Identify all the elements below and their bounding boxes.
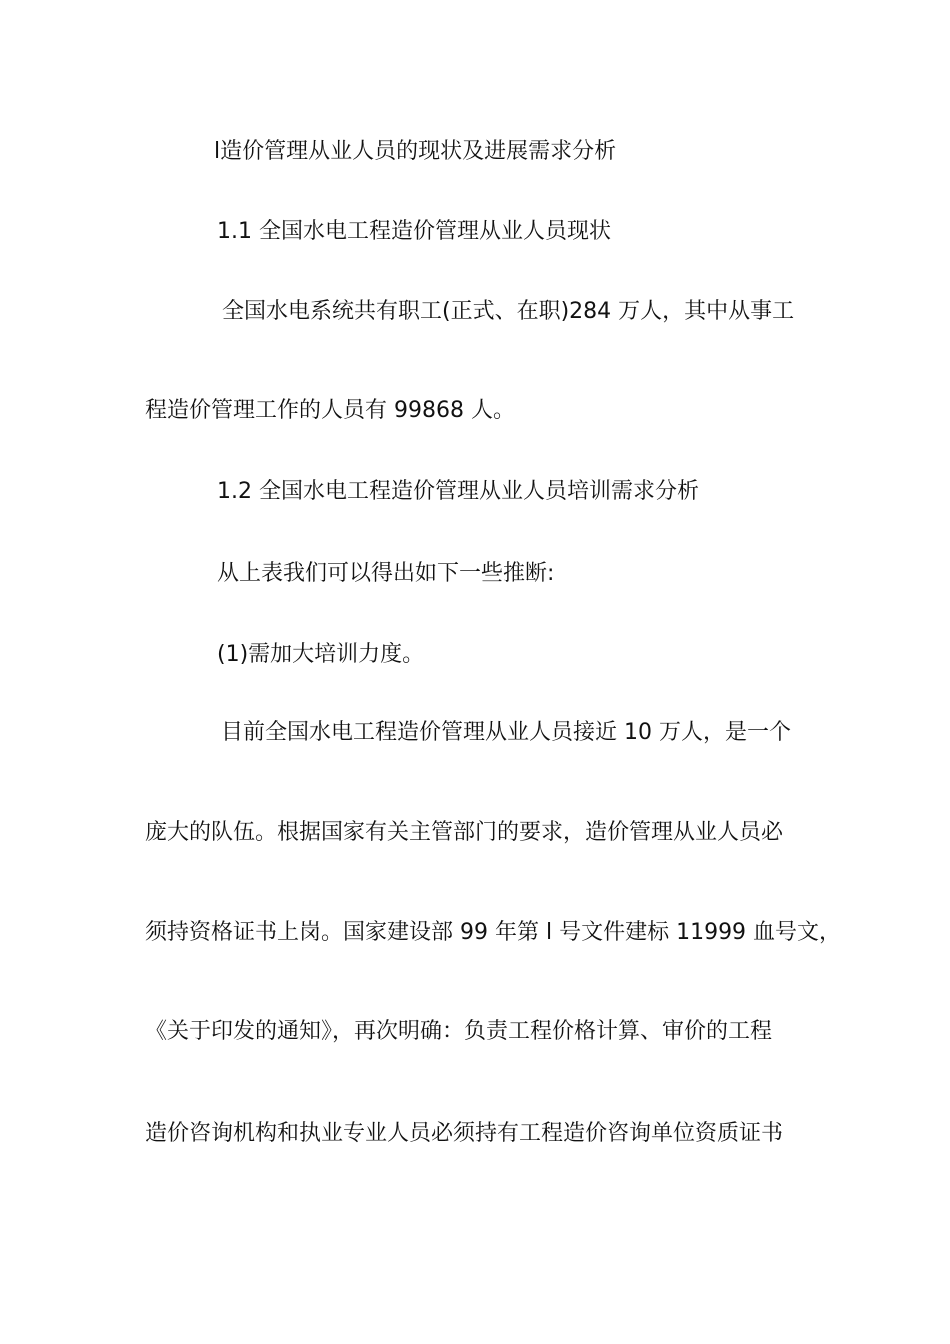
paragraph-line: 庞大的队伍。根据国家有关主管部门的要求，造价管理从业人员必 — [145, 820, 784, 845]
paragraph-line: 造价咨询机构和执业专业人员必须持有工程造价咨询单位资质证书 — [145, 1121, 784, 1146]
paragraph-line: 《关于印发的通知》，再次明确：负责工程价格计算、审价的工程 — [145, 1019, 773, 1044]
paragraph-line: 程造价管理工作的人员有 99868 人。 — [145, 398, 515, 423]
paragraph-line: 从上表我们可以得出如下一些推断: — [217, 561, 555, 586]
subsection-heading-1-1: 1.1 全国水电工程造价管理从业人员现状 — [217, 219, 611, 244]
list-item: (1)需加大培训力度。 — [217, 642, 425, 667]
paragraph-line: 全国水电系统共有职工(正式、在职)284 万人，其中从事工 — [222, 299, 795, 324]
paragraph-line: 目前全国水电工程造价管理从业人员接近 10 万人，是一个 — [221, 720, 791, 745]
subsection-heading-1-2: 1.2 全国水电工程造价管理从业人员培训需求分析 — [217, 479, 699, 504]
section-heading-1: l造价管理从业人员的现状及进展需求分析 — [214, 139, 617, 164]
paragraph-line: 须持资格证书上岗。国家建设部 99 年第 l 号文件建标 11999 血号文， — [145, 920, 842, 945]
